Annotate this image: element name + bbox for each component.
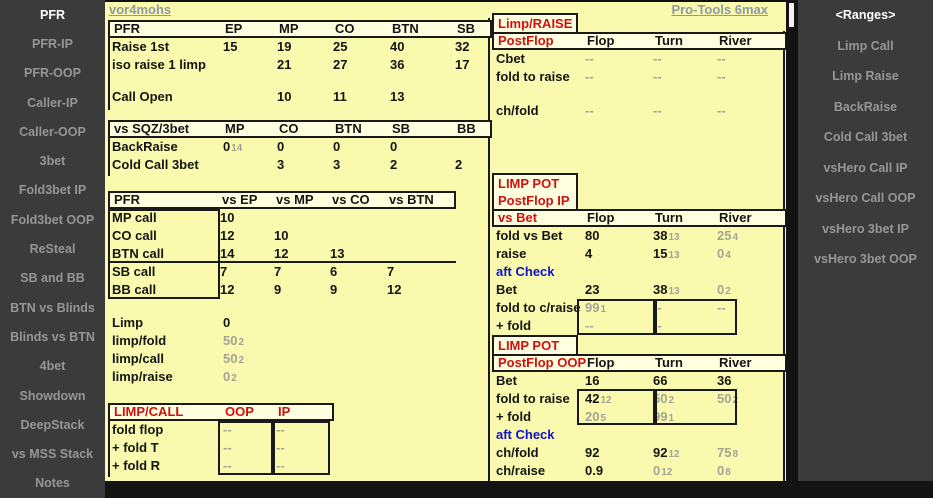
limp-pot-oop-table <box>492 335 787 480</box>
stat-label: BTN call <box>112 246 165 261</box>
stat-value: 4212 <box>585 391 612 406</box>
stat-value: 9212 <box>653 445 680 460</box>
table-title: LIMP POT <box>498 338 560 353</box>
stat-label: Bet <box>496 373 517 388</box>
stat-label: CO call <box>112 228 157 243</box>
table-header-label: PFR <box>114 21 140 36</box>
sidebar-item-4bet[interactable]: 4bet <box>39 359 66 374</box>
stat-label: ch/fold <box>496 445 539 460</box>
stat-value: 205 <box>585 409 607 424</box>
stat-value <box>387 227 452 245</box>
stat-value: -- <box>276 458 285 473</box>
table-header-label: PFR <box>114 192 140 207</box>
stat-value: 758 <box>717 445 739 460</box>
table-header-row <box>108 403 334 421</box>
table-header-label: vs SQZ/3bet <box>114 121 190 136</box>
sidebar-item-showdown[interactable]: Showdown <box>19 388 86 403</box>
sidebar-item-caller-oop[interactable]: Caller-OOP <box>19 124 86 139</box>
stat-value: 11 <box>333 89 347 104</box>
group-box <box>655 299 737 335</box>
stat-row <box>108 56 492 74</box>
column-header: BB <box>457 121 476 136</box>
stat-label: limp/raise <box>112 369 173 384</box>
stat-value: 9 <box>274 282 282 297</box>
stat-value: 991 <box>585 300 607 315</box>
limp-stats-block <box>108 314 323 386</box>
stat-row <box>108 332 323 350</box>
column-header: SB <box>457 21 476 36</box>
stat-value: 10 <box>220 210 235 225</box>
table-header-row <box>492 209 787 227</box>
sidebar-item-fold3bet-ip[interactable]: Fold3bet IP <box>18 183 87 198</box>
stat-value <box>223 88 277 106</box>
stat-label: SB call <box>112 264 156 279</box>
table-title: PostFlop IP <box>498 193 570 208</box>
right-sidebar <box>798 0 933 481</box>
table-title: LIMP POT <box>498 176 560 191</box>
ranges-item-limp-raise[interactable]: Limp Raise <box>832 69 899 84</box>
stat-row <box>492 372 787 390</box>
stat-value: -- <box>653 69 662 84</box>
stat-value: 14 <box>220 246 235 261</box>
sidebar-item-caller-ip[interactable]: Caller-IP <box>27 95 78 110</box>
stat-label: Limp <box>112 315 144 330</box>
stat-label: + fold T <box>112 440 159 455</box>
column-header: CO <box>335 21 355 36</box>
stat-row <box>108 156 492 174</box>
stats-panel <box>105 2 786 481</box>
stat-value: 12 <box>220 282 235 297</box>
column-header: BTN <box>392 21 419 36</box>
scrollbar-thumb[interactable] <box>789 3 794 27</box>
stat-row <box>492 102 787 120</box>
section-label: aft Check <box>496 427 555 442</box>
ranges-item-vshero-call-ip[interactable]: vsHero Call IP <box>823 160 908 175</box>
table-border <box>108 38 110 110</box>
stat-value: 13 <box>390 89 405 104</box>
stat-value: 7 <box>220 264 228 279</box>
stat-value: 92 <box>585 445 600 460</box>
stat-label: limp/call <box>112 351 165 366</box>
stat-value: 17 <box>455 57 470 72</box>
table-border <box>108 138 110 176</box>
stat-label: iso raise 1 limp <box>112 57 206 72</box>
table-header-label: LIMP/CALL <box>114 404 184 419</box>
stat-row <box>108 38 492 56</box>
sidebar-item-pfr[interactable]: PFR <box>40 7 65 22</box>
label-column-box <box>108 209 220 299</box>
stat-value: -- <box>276 440 285 455</box>
group-box <box>655 389 737 425</box>
stat-label: MP call <box>112 210 157 225</box>
sidebar-item-resteal[interactable]: ReSteal <box>29 242 76 257</box>
stat-value: 36 <box>717 373 732 388</box>
stat-row <box>492 444 787 462</box>
stat-value: 014 <box>223 139 243 154</box>
column-header: Turn <box>655 210 683 225</box>
column-header: vs BTN <box>389 192 434 207</box>
stat-value: -- <box>223 422 232 437</box>
stat-label: BackRaise <box>112 139 178 154</box>
table-title-box <box>492 173 578 209</box>
stat-value: -- <box>585 69 594 84</box>
stat-value: 2 <box>455 157 463 172</box>
stat-label: + fold <box>496 409 532 424</box>
column-header: River <box>719 355 752 370</box>
stat-value: -- <box>717 69 726 84</box>
ranges-item-cold-call-3bet[interactable]: Cold Call 3bet <box>823 130 908 145</box>
stat-value: 012 <box>653 463 673 478</box>
row-spacer <box>492 86 787 102</box>
stat-value: 16 <box>585 373 600 388</box>
stat-value: 02 <box>223 369 237 384</box>
column-header: River <box>719 33 752 48</box>
stat-row <box>492 68 787 86</box>
stat-label: Bet <box>496 282 517 297</box>
stat-value: 19 <box>277 39 292 54</box>
column-header: Turn <box>655 355 683 370</box>
brand-link[interactable]: Pro-Tools 6max <box>671 2 768 17</box>
stat-value <box>387 245 452 263</box>
group-box <box>577 389 655 425</box>
stat-label: fold to raise <box>496 69 570 84</box>
stat-row <box>492 227 787 245</box>
bottom-bar <box>105 481 933 498</box>
stat-value: 10 <box>274 228 289 243</box>
stat-value: 3813 <box>653 282 680 297</box>
stat-value: 36 <box>390 57 405 72</box>
stat-value: 9 <box>330 282 338 297</box>
stat-value: 3813 <box>653 228 680 243</box>
stat-label: + fold <box>496 318 532 333</box>
group-box <box>218 421 273 475</box>
stat-row <box>108 138 492 156</box>
stat-row <box>108 88 492 106</box>
stat-value: -- <box>585 318 594 333</box>
stat-value: 3 <box>333 157 341 172</box>
column-header: River <box>719 210 752 225</box>
stat-label: raise <box>496 246 527 261</box>
stat-label: Cbet <box>496 51 525 66</box>
pfr-vs-table <box>108 191 456 299</box>
stat-value: 502 <box>223 351 245 366</box>
stat-row <box>492 281 787 299</box>
left-sidebar <box>0 0 105 498</box>
stat-value: 08 <box>717 463 731 478</box>
sidebar-item-btn-vs-blinds[interactable]: BTN vs Blinds <box>10 300 95 315</box>
table-header-label: PostFlop <box>498 33 554 48</box>
stat-value: 254 <box>717 228 739 243</box>
stat-label: fold to c/raise <box>496 300 581 315</box>
stat-value: 1513 <box>653 246 680 261</box>
stat-value: 12 <box>220 228 235 243</box>
stat-value: -- <box>717 300 726 315</box>
stat-value: 502 <box>223 333 245 348</box>
ranges-item-ranges[interactable]: <Ranges> <box>835 8 896 23</box>
stat-value: -- <box>585 51 594 66</box>
sidebar-item-pfr-ip[interactable]: PFR-IP <box>32 36 73 51</box>
stat-value <box>330 227 387 245</box>
ranges-item-vshero-call-oop[interactable]: vsHero Call OOP <box>815 191 916 206</box>
pfr-open-table <box>108 20 492 106</box>
stat-value: 4 <box>585 246 593 261</box>
stat-value <box>223 56 277 74</box>
sidebar-item-vs-mss-stack[interactable]: vs MSS Stack <box>11 447 94 462</box>
stat-value: 66 <box>653 373 668 388</box>
table-header-label: vs Bet <box>498 210 538 225</box>
stat-value <box>274 209 330 227</box>
stat-value: 7 <box>387 264 395 279</box>
stat-value <box>223 156 277 174</box>
stat-label: BB call <box>112 282 157 297</box>
stat-value: 15 <box>223 39 238 54</box>
stat-label: ch/fold <box>496 103 539 118</box>
stat-row <box>108 350 323 368</box>
stat-value: 2 <box>390 157 398 172</box>
stat-value: 80 <box>585 228 600 243</box>
table-border <box>108 421 110 477</box>
table-header-label: PostFlop OOP <box>498 355 587 370</box>
group-box <box>273 421 330 475</box>
column-header: IP <box>278 404 291 419</box>
player-name-link[interactable]: vor4mohs <box>109 2 172 17</box>
column-header: CO <box>279 121 299 136</box>
sidebar-item-notes[interactable]: Notes <box>35 476 70 491</box>
stat-label: fold to raise <box>496 391 570 406</box>
column-header: EP <box>225 21 243 36</box>
ranges-item-backraise[interactable]: BackRaise <box>833 99 898 114</box>
sidebar-item-fold3bet-oop[interactable]: Fold3bet OOP <box>10 212 95 227</box>
stat-value: 25 <box>333 39 348 54</box>
stat-value: 32 <box>455 39 470 54</box>
stat-value: 40 <box>390 39 405 54</box>
stat-label: fold flop <box>112 422 164 437</box>
stat-value: 502 <box>717 391 739 406</box>
stat-value: 13 <box>330 246 345 261</box>
column-header: Flop <box>587 210 615 225</box>
limp-raise-table <box>492 13 787 120</box>
stat-label: ch/raise <box>496 463 546 478</box>
stat-value <box>455 138 488 158</box>
vs-sqz-3bet-table <box>108 120 492 174</box>
stat-value: 0 <box>277 139 285 154</box>
column-header: Flop <box>587 33 615 48</box>
table-header-row <box>108 191 456 209</box>
stat-value: 502 <box>653 391 675 406</box>
stat-row <box>492 245 787 263</box>
stat-label: Cold Call 3bet <box>112 157 199 172</box>
limp-call-table <box>108 403 334 475</box>
stat-value: 02 <box>717 282 731 297</box>
column-header: vs CO <box>332 192 370 207</box>
scrollbar-track[interactable] <box>786 0 798 481</box>
column-header: OOP <box>225 404 254 419</box>
stat-value: 12 <box>274 246 289 261</box>
stat-label: fold vs Bet <box>496 228 563 243</box>
column-header: Turn <box>655 33 683 48</box>
stat-value: 991 <box>653 409 675 424</box>
stat-row <box>492 426 787 444</box>
stat-value: -- <box>276 422 285 437</box>
stat-value: 21 <box>277 57 292 72</box>
table-header-row <box>108 20 492 38</box>
column-header: MP <box>225 121 245 136</box>
stat-row <box>108 314 323 332</box>
table-title-box <box>492 13 578 32</box>
section-label: aft Check <box>496 264 555 279</box>
stat-value: 12 <box>387 282 402 297</box>
group-box <box>577 299 655 335</box>
sidebar-item-sb-and-bb[interactable]: SB and BB <box>20 271 85 286</box>
ranges-item-vshero-3bet-ip[interactable]: vsHero 3bet IP <box>822 221 909 236</box>
column-header: MP <box>279 21 299 36</box>
stat-value: 27 <box>333 57 348 72</box>
row-spacer <box>108 74 492 88</box>
stat-label: Raise 1st <box>112 39 170 54</box>
stat-value <box>387 209 452 227</box>
stat-value <box>455 88 488 106</box>
stat-label: Call Open <box>112 89 173 104</box>
stat-row <box>492 462 787 480</box>
stat-value: -- <box>653 300 662 315</box>
column-header: vs EP <box>222 192 258 207</box>
stat-value: 10 <box>277 89 292 104</box>
stat-value: -- <box>717 51 726 66</box>
stat-value: 3 <box>277 157 285 172</box>
stat-value: 04 <box>717 246 731 261</box>
column-header: SB <box>392 121 411 136</box>
ranges-item-limp-call[interactable]: Limp Call <box>837 38 894 53</box>
limp-pot-ip-table <box>492 173 787 335</box>
stat-value <box>330 209 387 227</box>
stat-value: -- <box>223 458 232 473</box>
column-header: Flop <box>587 355 615 370</box>
stat-value: 7 <box>274 264 282 279</box>
stat-value: 0 <box>333 139 341 154</box>
stat-value: -- <box>717 103 726 118</box>
stat-value: -- <box>653 318 662 333</box>
table-title: Limp/RAISE <box>498 16 573 31</box>
column-header: BTN <box>335 121 362 136</box>
stat-row <box>108 368 323 386</box>
table-header-row <box>108 120 492 138</box>
stat-value: 0 <box>223 315 231 330</box>
stat-value: 23 <box>585 282 600 297</box>
stat-row <box>492 50 787 68</box>
stat-label: limp/fold <box>112 333 167 348</box>
stat-value: 0.9 <box>585 463 604 478</box>
stat-value: -- <box>223 440 232 455</box>
stat-value: -- <box>653 103 662 118</box>
stat-label: + fold R <box>112 458 161 473</box>
sidebar-item-blinds-vs-btn[interactable]: Blinds vs BTN <box>10 329 95 344</box>
stat-value: 6 <box>330 264 338 279</box>
sidebar-item-pfr-oop[interactable]: PFR-OOP <box>24 66 81 81</box>
table-title-box <box>492 335 578 354</box>
stat-row <box>492 263 787 281</box>
table-header-row <box>492 354 787 372</box>
sidebar-item-3bet[interactable]: 3bet <box>39 154 66 169</box>
stat-value: -- <box>585 103 594 118</box>
ranges-item-vshero-3bet-oop[interactable]: vsHero 3bet OOP <box>814 252 917 267</box>
stat-value: 0 <box>390 139 398 154</box>
sidebar-item-deepstack[interactable]: DeepStack <box>20 417 85 432</box>
table-header-row <box>492 32 787 50</box>
stat-value: -- <box>653 51 662 66</box>
column-header: vs MP <box>276 192 314 207</box>
